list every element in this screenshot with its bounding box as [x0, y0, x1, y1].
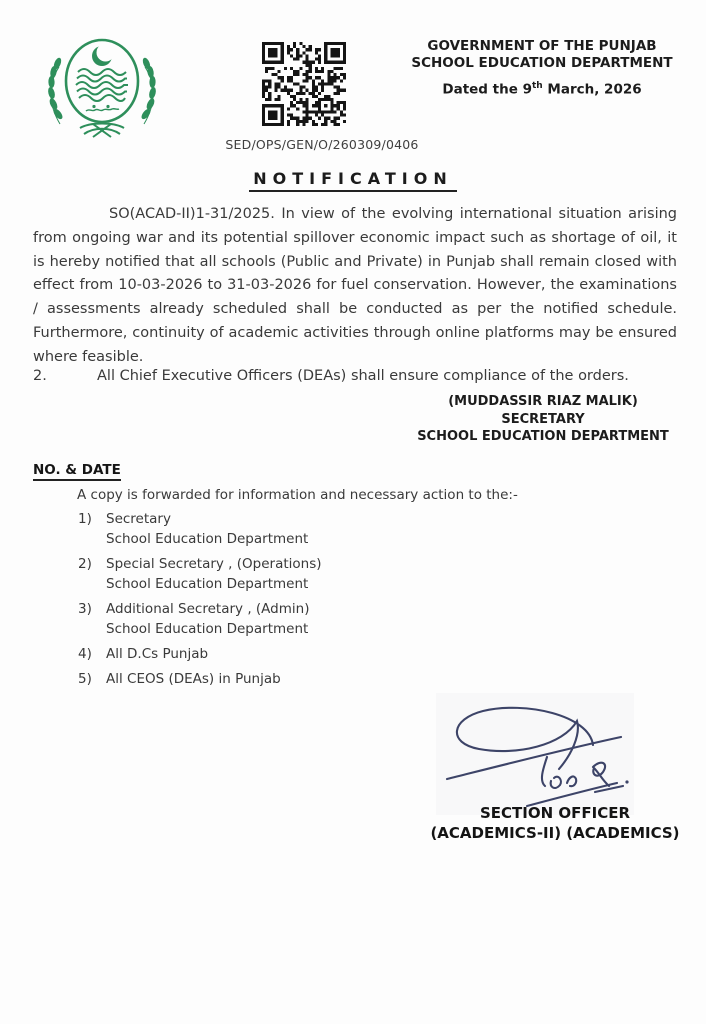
officer-title-line2: (ACADEMICS-II) (ACADEMICS)	[430, 823, 680, 842]
list-item-number: 5)	[78, 671, 92, 687]
notification-body-paragraph: SO(ACAD-II)1-31/2025. In view of the evolving international situation arising from ongoing war and its potential spillover economic impact such as shortage of oil, it is hereby notified that all schools (Public and Private) in Punjab shall remain closed with effect from 10-03-2026 to 31-03-2026 for fuel conservation. However, the examinations / assessments already scheduled shall be conducted as per the notified schedule. Furthermore, continuity of academic activities through online platforms may be ensured where feasible.	[33, 206, 677, 365]
list-item-line2: School Education Department	[106, 621, 309, 637]
paragraph-number: 2.	[33, 368, 47, 384]
list-item-line2: School Education Department	[106, 576, 309, 592]
list-item	[78, 599, 508, 639]
list-item	[78, 669, 508, 689]
section-officer-block	[412, 804, 698, 843]
signatory-name: (MUDDASSIR RIAZ MALIK)	[448, 394, 638, 409]
qr-code	[262, 42, 346, 126]
list-item-line1: Additional Secretary , (Admin)	[106, 601, 310, 617]
list-item-line1: All CEOS (DEAs) in Punjab	[106, 671, 281, 687]
signatory-title: SECRETARY	[501, 411, 585, 427]
date-ordinal: th	[531, 81, 543, 91]
distribution-list	[78, 509, 508, 694]
handwritten-signature-icon	[436, 693, 634, 815]
list-item-number: 4)	[78, 646, 92, 662]
org-name-line2: SCHOOL EDUCATION DEPARTMENT	[411, 55, 673, 71]
signatory-department: SCHOOL EDUCATION DEPARTMENT	[417, 429, 669, 444]
list-item	[78, 509, 508, 549]
qr-reference-number: SED/OPS/GEN/O/260309/0406	[225, 137, 419, 152]
officer-title-line1: SECTION OFFICER	[479, 804, 631, 822]
document-date	[406, 81, 678, 98]
forwarding-note: A copy is forwarded for information and necessary action to the:-	[77, 487, 518, 503]
list-item	[78, 554, 508, 594]
compliance-paragraph	[33, 366, 681, 386]
punjab-emblem-icon	[38, 34, 166, 144]
list-item-number: 2)	[78, 556, 92, 572]
list-item-number: 1)	[78, 511, 92, 527]
signatory-block	[396, 393, 690, 446]
list-item-line1: Special Secretary , (Operations)	[106, 556, 322, 572]
no-and-date-heading	[33, 459, 121, 478]
title-row	[0, 169, 706, 192]
date-text-suffix: March, 2026	[542, 81, 642, 98]
list-item-line1: All D.Cs Punjab	[106, 646, 209, 662]
list-item-line1: Secretary	[106, 511, 171, 527]
list-item-number: 3)	[78, 601, 92, 617]
paragraph-text: All Chief Executive Officers (DEAs) shall ensure compliance of the orders.	[97, 368, 629, 384]
no-and-date-label: NO. & DATE	[33, 462, 121, 481]
date-text: Dated the 9	[442, 81, 532, 98]
list-item	[78, 644, 508, 664]
letterhead	[406, 38, 678, 98]
org-name-line1: GOVERNMENT OF THE PUNJAB	[427, 38, 657, 54]
document-title: NOTIFICATION	[249, 169, 456, 192]
list-item-line2: School Education Department	[106, 531, 309, 547]
signature-area	[436, 693, 634, 815]
